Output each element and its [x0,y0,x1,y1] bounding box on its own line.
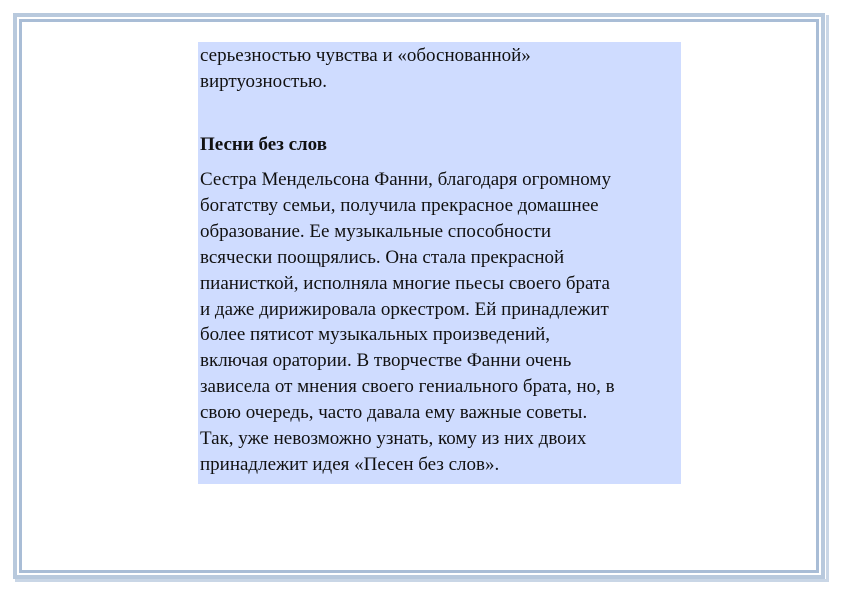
body-line: более пятисот музыкальных произведений, [200,324,551,346]
intro-line: серьезностью чувства и «обоснованной» [200,45,531,66]
body-line: пианисткой, исполняла многие пьесы своего брата [200,272,610,294]
frame-shadow-right [826,15,829,581]
body-line: принадлежит идея «Песен без слов». [200,453,500,475]
body-line: свою очередь, часто давала ему важные советы. [200,402,588,424]
intro-paragraph [200,43,675,95]
body-line: всячески поощрялись. Она стала прекрасной [200,246,565,268]
section-heading: Песни без слов [200,134,327,155]
body-line: Сестра Мендельсона Фанни, благодаря огромному [200,169,611,190]
text-box [198,42,681,484]
intro-line: виртуозностью. [200,71,327,92]
body-paragraph [200,167,675,478]
body-line: зависела от мнения своего гениального брата, но, в [200,376,615,398]
body-line: образование. Ее музыкальные способности [200,220,552,242]
body-line: богатству семьи, получила прекрасное домашнее [200,194,599,216]
frame-shadow-bottom [15,579,829,582]
body-line: Так, уже невозможно узнать, кому из них двоих [200,428,587,450]
body-line: и даже дирижировала оркестром. Ей принадлежит [200,298,609,320]
body-line: включая оратории. В творчестве Фанни очень [200,350,572,372]
